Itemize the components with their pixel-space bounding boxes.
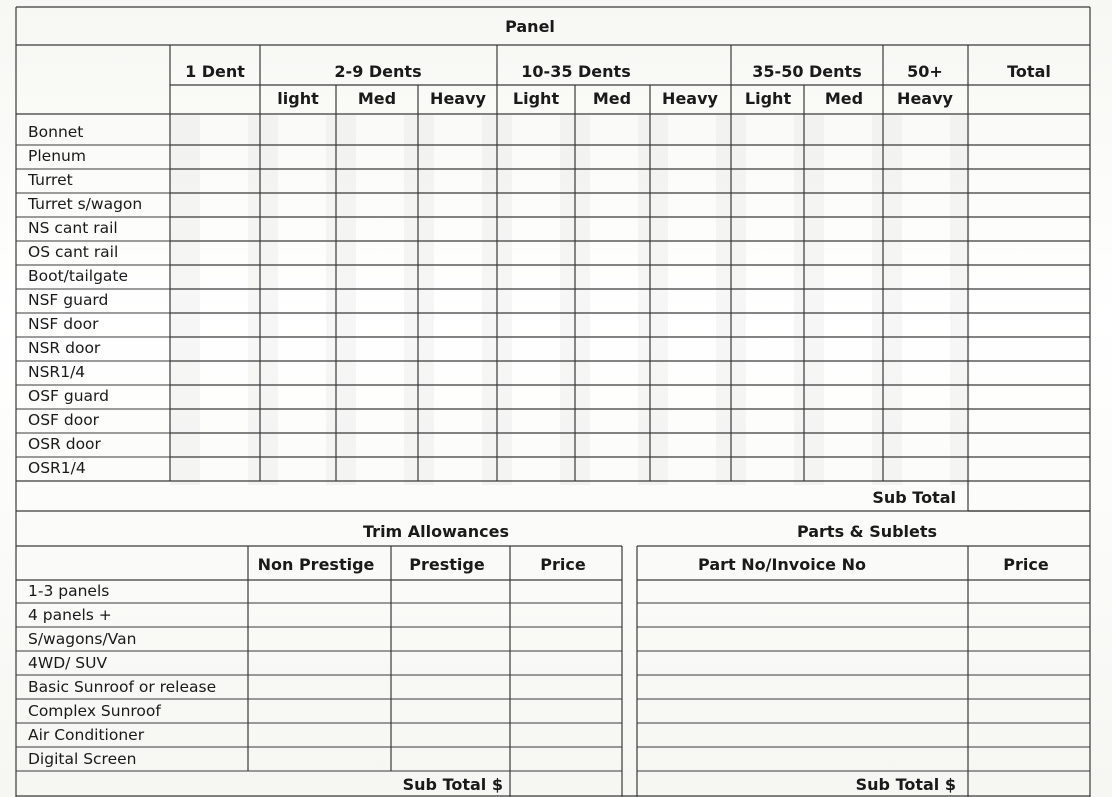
trim-allowances-title: Trim Allowances (363, 522, 509, 541)
row-label-bonnet: Bonnet (28, 123, 84, 141)
group-header-2-9-dents: 2-9 Dents (334, 62, 422, 81)
row-label-boot-tailgate: Boot/tailgate (28, 267, 129, 285)
trim-row-4-panels: 4 panels + (28, 606, 112, 624)
sub-header-heavy: Heavy (430, 89, 486, 108)
row-label-osr-quarter: OSR1/4 (28, 459, 86, 477)
trim-subtotal-label: Sub Total $ (402, 775, 503, 794)
sub-header-light: Light (512, 89, 560, 108)
row-label-os-cant-rail: OS cant rail (28, 243, 119, 261)
trim-row-swagons-van: S/wagons/Van (28, 630, 137, 648)
row-label-turret-swagon: Turret s/wagon (28, 195, 143, 213)
group-header-35-50-dents: 35-50 Dents (752, 62, 862, 81)
trim-col-prestige: Prestige (409, 555, 485, 574)
trim-row-basic-sunroof: Basic Sunroof or release (28, 678, 217, 696)
row-label-turret: Turret (28, 171, 73, 189)
panel-title: Panel (505, 17, 555, 36)
group-header-1-dent: 1 Dent (185, 62, 245, 81)
trim-row-complex-sunroof: Complex Sunroof (28, 702, 161, 720)
row-label-nsr-quarter: NSR1/4 (28, 363, 86, 381)
parts-col-price: Price (1003, 555, 1049, 574)
trim-col-non-prestige: Non Prestige (257, 555, 375, 574)
row-label-osf-door: OSF door (28, 411, 100, 429)
trim-row-air-conditioner: Air Conditioner (28, 726, 145, 744)
trim-row-4wd-suv: 4WD/ SUV (28, 654, 108, 672)
sub-header-heavy: Heavy (897, 89, 953, 108)
parts-col-invoice-no: Part No/Invoice No (698, 555, 866, 574)
sub-header-med: Med (357, 89, 397, 108)
panel-subtotal-label: Sub Total (872, 488, 956, 507)
parts-sublets-title: Parts & Sublets (796, 522, 938, 541)
sub-header-med: Med (824, 89, 864, 108)
row-label-ns-cant-rail: NS cant rail (28, 219, 118, 237)
sub-header-heavy: Heavy (662, 89, 718, 108)
row-label-plenum: Plenum (28, 147, 86, 165)
row-label-nsr-door: NSR door (28, 339, 101, 357)
sub-header-med: Med (592, 89, 632, 108)
trim-row-1-3-panels: 1-3 panels (28, 582, 110, 600)
trim-col-price: Price (540, 555, 586, 574)
sub-header-light: light (277, 89, 319, 108)
group-header-total: Total (1007, 62, 1051, 81)
row-label-osr-door: OSR door (28, 435, 101, 453)
group-header-50-plus: 50+ (907, 62, 943, 81)
parts-subtotal-label: Sub Total $ (855, 775, 956, 794)
sub-header-light: Light (744, 89, 792, 108)
row-label-nsf-guard: NSF guard (28, 291, 109, 309)
group-header-10-35-dents: 10-35 Dents (521, 62, 631, 81)
trim-row-digital-screen: Digital Screen (28, 750, 137, 768)
row-label-nsf-door: NSF door (28, 315, 99, 333)
row-label-osf-guard: OSF guard (28, 387, 109, 405)
